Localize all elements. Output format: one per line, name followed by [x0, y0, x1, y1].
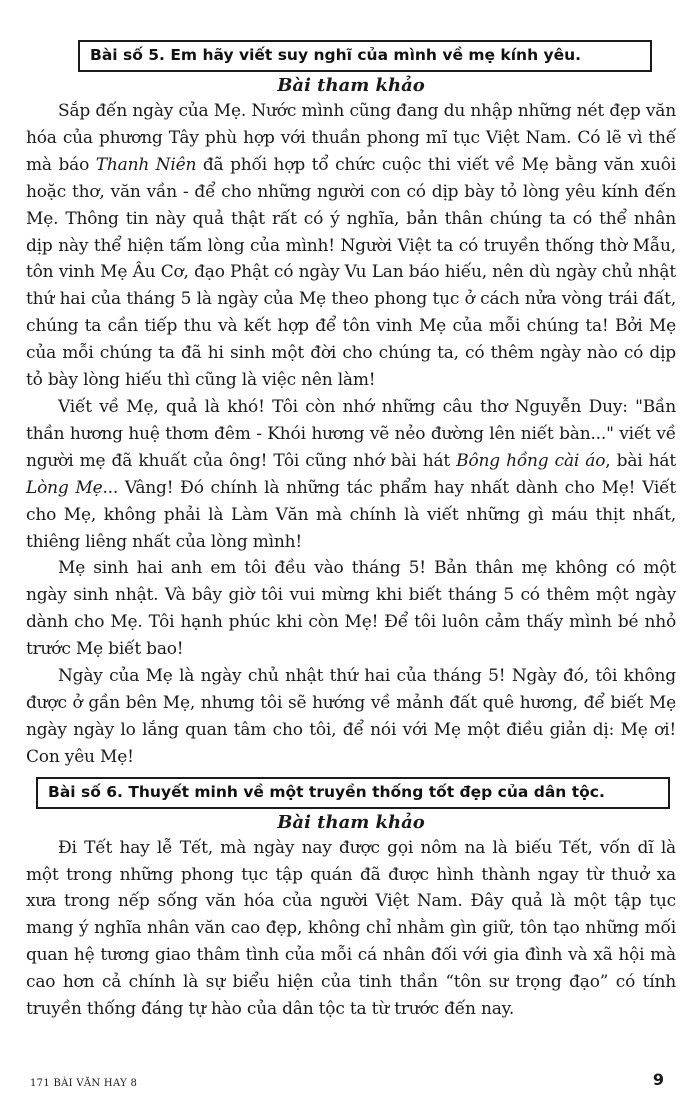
section-5-paragraph-1: Sắp đến ngày của Mẹ. Nước mình cũng đang du nhập những nét đẹp văn hóa của phương Tây phù hợp với thuần phong mĩ tục Việt Nam. Có lẽ vì thế mà báo Thanh Niên đã phối hợp tổ chức cuộc thi viết về Mẹ bằng văn xuôi hoặc thơ, văn vần - để cho những người con có dịp bày tỏ lòng yêu kính đến Mẹ. Thông tin này quả thật rất có ý nghĩa, bản thân chúng ta có thể nhân dịp này thể hiện tấm lòng của mình! Người Việt ta có truyền thống thờ Mẫu, tôn vinh Mẹ Âu Cơ, đạo Phật có ngày Vu Lan báo hiếu, nên dù ngày chủ nhật thứ hai của tháng 5 là ngày của Mẹ theo phong tục ở cách nửa vòng trái đất, chúng ta cần tiếp thu và kết hợp để tôn vinh Mẹ của mỗi chúng ta! Bởi Mẹ của mỗi chúng ta đã hi sinh một đời cho chúng ta, có thêm ngày nào có dịp tỏ bày lòng hiếu thì cũng là việc nên làm!: [26, 101, 676, 391]
footer-book-title: 171 BÀI VĂN HAY 8: [30, 1078, 138, 1089]
section-5-reference-title: Bài tham khảo: [277, 75, 425, 96]
section-5-heading: Bài số 5. Em hãy viết suy nghĩ của mình về mẹ kính yêu.: [78, 40, 652, 72]
section-6-reference-title: Bài tham khảo: [277, 811, 425, 833]
section-6-heading: Bài số 6. Thuyết minh về một truyền thống tốt đẹp của dân tộc.: [36, 777, 670, 809]
section-6-paragraph-1: Đi Tết hay lễ Tết, mà ngày nay được gọi nôm na là biếu Tết, vốn dĩ là một trong những phong tục tập quán đã được hình thành ngay từ thuở xa xưa trong nếp sống văn hóa của người Việt Nam. Đây quả là một tập tục mang ý nghĩa nhân văn cao đẹp, không chỉ nhằm gìn giữ, tôn tạo những mối quan hệ tương giao thâm tình của mỗi cá nhân đối với gia đình và xã hội mà cao hơn cả chính là sự biểu hiện của tinh thần “tôn sư trọng đạo” có tính truyền thống đáng tự hào của dân tộc ta từ trước đến nay.: [26, 837, 676, 1020]
section-5-paragraph-2: Viết về Mẹ, quả là khó! Tôi còn nhớ những câu thơ Nguyễn Duy: "Bần thần hương huệ thơm đêm - Khói hương vẽ nẻo đường lên niết bàn..." viết về người mẹ đã khuất của ông! Tôi cũng nhớ bài hát Bông hồng cài áo, bài hát Lòng Mẹ... Vâng! Đó chính là những tác phẩm hay nhất dành cho Mẹ! Viết cho Mẹ, không phải là Làm Văn mà chính là viết những gì máu thịt nhất, thiêng liêng nhất của lòng mình!: [26, 396, 677, 552]
section-5-paragraph-4: Ngày của Mẹ là ngày chủ nhật thứ hai của tháng 5! Ngày đó, tôi không được ở gần bên Mẹ, nhưng tôi sẽ hướng về mảnh đất quê hương, để biết Mẹ ngày ngày lo lắng quan tâm cho tôi, để nói với Mẹ một điều giản dị: Mẹ ơi! Con yêu Mẹ!: [26, 666, 676, 767]
page-content: [26, 40, 676, 1023]
section-5-paragraph-3: Mẹ sinh hai anh em tôi đều vào tháng 5! Bản thân mẹ không có một ngày sinh nhật. Và bây giờ tôi vui mừng khi biết tháng 5 có thêm một ngày dành cho Mẹ. Tôi hạnh phúc khi còn Mẹ! Để tôi luôn cảm thấy mình bé nhỏ trước Mẹ biết bao!: [26, 558, 676, 660]
page-number: 9: [652, 1070, 664, 1089]
